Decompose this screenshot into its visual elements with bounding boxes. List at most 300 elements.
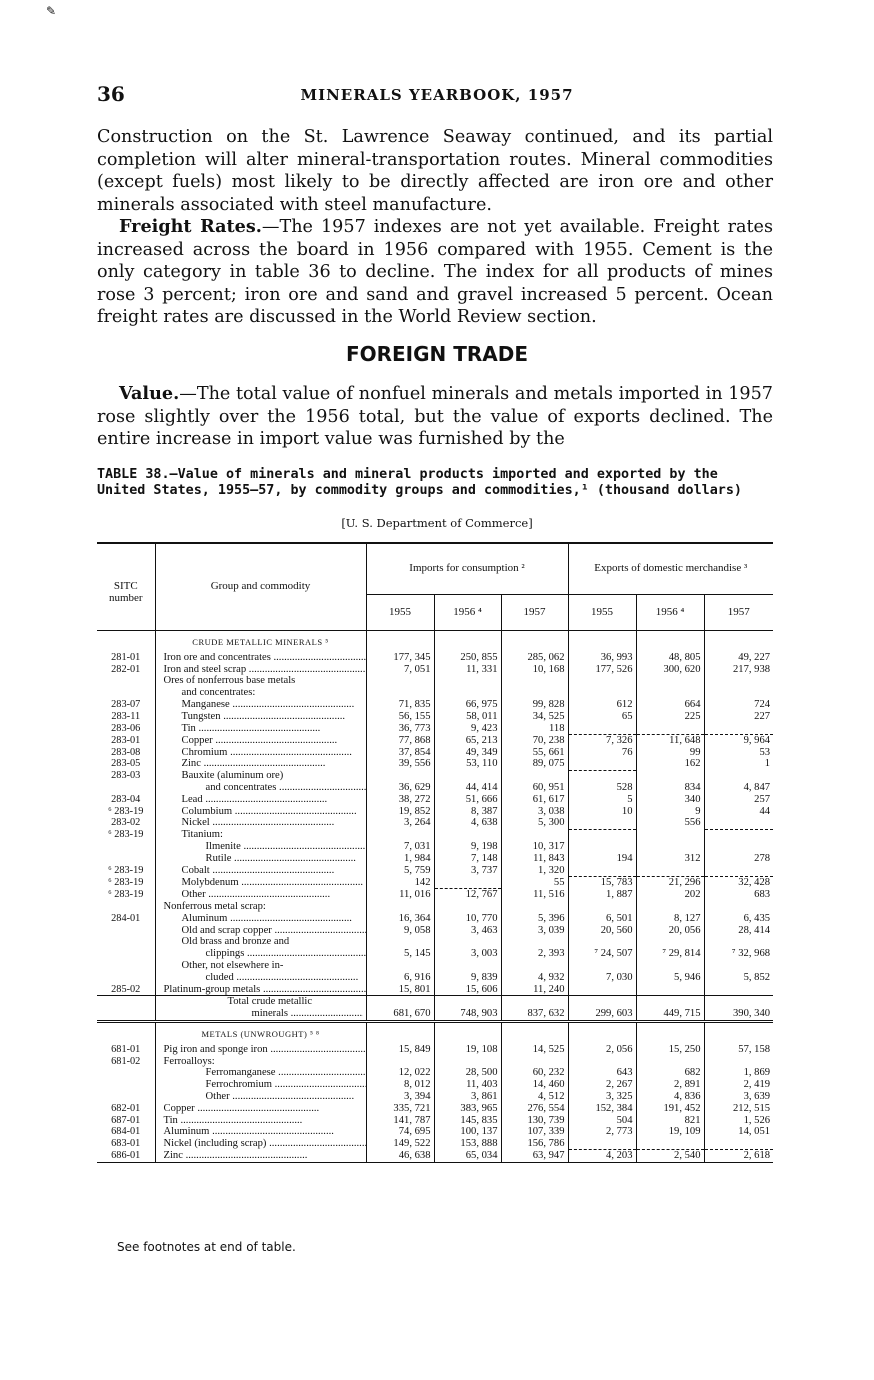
sitc-cell: 283-06 bbox=[111, 722, 141, 734]
commodity-cell: Tin bbox=[163, 1114, 178, 1126]
total-value: 748, 903 bbox=[434, 996, 501, 1022]
value-cell: 48, 805 bbox=[636, 652, 704, 664]
running-head: MINERALS YEARBOOK, 1957 bbox=[300, 86, 574, 104]
value-cell: 15, 606 bbox=[434, 984, 501, 996]
sitc-cell: 285-02 bbox=[111, 983, 141, 995]
table-row bbox=[97, 841, 773, 853]
value-cell: 4, 512 bbox=[501, 1091, 568, 1103]
value-cell bbox=[568, 1056, 636, 1068]
sitc-cell: ⁶ 283-19 bbox=[108, 876, 144, 888]
sitc-cell: 283-07 bbox=[111, 698, 141, 710]
value-cell: 2, 419 bbox=[704, 1079, 773, 1091]
sitc-cell bbox=[97, 1067, 155, 1079]
sitc-cell bbox=[97, 948, 155, 960]
value-cell: 5 bbox=[568, 794, 636, 806]
value-cell bbox=[704, 1056, 773, 1068]
value-cell bbox=[501, 675, 568, 687]
sitc-cell bbox=[97, 853, 155, 865]
value-paragraph bbox=[97, 383, 773, 451]
commodity-cell: clippings bbox=[205, 948, 245, 960]
value-cell bbox=[704, 936, 773, 948]
value-cell: 4, 836 bbox=[636, 1091, 704, 1103]
value-cell: 10, 770 bbox=[434, 913, 501, 925]
value-cell: 8, 127 bbox=[636, 913, 704, 925]
table-row bbox=[97, 794, 773, 806]
freight-paragraph bbox=[97, 216, 773, 329]
commodity-cell: Iron and steel scrap bbox=[163, 663, 247, 675]
value-cell bbox=[434, 829, 501, 841]
value-cell: 724 bbox=[704, 699, 773, 711]
value-lead: Value. bbox=[119, 383, 180, 404]
commodity-cell: Iron ore and concentrates bbox=[163, 651, 271, 663]
value-cell: 19, 108 bbox=[434, 1044, 501, 1056]
value-cell: 683 bbox=[704, 889, 773, 901]
value-cell bbox=[568, 758, 636, 770]
table-row bbox=[97, 711, 773, 723]
commodity-cell: Ilmenite bbox=[205, 841, 241, 853]
value-cell bbox=[501, 770, 568, 782]
value-cell: 3, 264 bbox=[366, 817, 434, 829]
commodity-cell: Zinc bbox=[181, 758, 201, 770]
value-cell bbox=[434, 675, 501, 687]
value-cell: 107, 339 bbox=[501, 1126, 568, 1138]
pencil-mark: ✎ bbox=[46, 4, 57, 18]
value-cell: 11, 648 bbox=[636, 734, 704, 746]
value-cell: 383, 965 bbox=[434, 1103, 501, 1115]
value-cell: 57, 158 bbox=[704, 1044, 773, 1056]
value-cell bbox=[568, 817, 636, 829]
value-cell: 49, 349 bbox=[434, 747, 501, 759]
value-cell: 11, 403 bbox=[434, 1079, 501, 1091]
commodity-cell: Ores of nonferrous base metals bbox=[163, 675, 296, 687]
total-value: 449, 715 bbox=[636, 996, 704, 1022]
value-cell: 217, 938 bbox=[704, 664, 773, 676]
commodity-cell: Old brass and bronze and bbox=[181, 936, 290, 948]
value-cell: 65 bbox=[568, 711, 636, 723]
year-header: 1957 bbox=[704, 595, 773, 631]
value-cell bbox=[501, 960, 568, 972]
value-cell: 5, 852 bbox=[704, 972, 773, 984]
total-value: 837, 632 bbox=[501, 996, 568, 1022]
value-cell bbox=[704, 960, 773, 972]
table-row bbox=[97, 865, 773, 877]
commodity-cell: Cobalt bbox=[181, 864, 210, 876]
sitc-cell bbox=[97, 936, 155, 948]
value-cell bbox=[636, 829, 704, 841]
value-cell bbox=[568, 687, 636, 699]
value-cell bbox=[501, 901, 568, 913]
value-cell bbox=[366, 960, 434, 972]
value-cell: 15, 783 bbox=[568, 876, 636, 888]
value-cell: 312 bbox=[636, 853, 704, 865]
table-row bbox=[97, 972, 773, 984]
value-cell: 63, 947 bbox=[501, 1150, 568, 1163]
sitc-cell: 283-04 bbox=[111, 793, 141, 805]
value-cell: 152, 384 bbox=[568, 1103, 636, 1115]
commodity-cell: Copper bbox=[181, 734, 213, 746]
value-cell: 177, 526 bbox=[568, 664, 636, 676]
table-row bbox=[97, 1103, 773, 1115]
value-cell: 60, 232 bbox=[501, 1067, 568, 1079]
value-cell: 3, 463 bbox=[434, 925, 501, 937]
value-cell bbox=[636, 960, 704, 972]
year-header: 1955 bbox=[568, 595, 636, 631]
value-cell: 664 bbox=[636, 699, 704, 711]
value-cell: 682 bbox=[636, 1067, 704, 1079]
value-cell: ⁷ 29, 814 bbox=[636, 948, 704, 960]
commodity-cell: Other, not elsewhere in- bbox=[181, 960, 284, 972]
value-cell: 89, 075 bbox=[501, 758, 568, 770]
commodity-cell: Molybdenum bbox=[181, 876, 239, 888]
value-cell: 3, 737 bbox=[434, 865, 501, 877]
value-cell: 11, 016 bbox=[366, 889, 434, 901]
value-cell: 11, 331 bbox=[434, 664, 501, 676]
value-cell: 7, 326 bbox=[568, 734, 636, 746]
table-row bbox=[97, 984, 773, 996]
value-cell: 100, 137 bbox=[434, 1126, 501, 1138]
commodity-cell: Other bbox=[181, 889, 206, 901]
table-row bbox=[97, 913, 773, 925]
value-cell: 2, 773 bbox=[568, 1126, 636, 1138]
sitc-cell: 283-08 bbox=[111, 746, 141, 758]
value-cell: 65, 213 bbox=[434, 734, 501, 746]
sitc-cell: 283-01 bbox=[111, 734, 141, 746]
value-cell: ⁷ 24, 507 bbox=[568, 948, 636, 960]
sitc-cell: 684-01 bbox=[111, 1126, 141, 1138]
value-cell bbox=[434, 936, 501, 948]
value-cell: 177, 345 bbox=[366, 652, 434, 664]
value-cell: 4, 932 bbox=[501, 972, 568, 984]
value-cell: 10 bbox=[568, 806, 636, 818]
value-cell: 130, 739 bbox=[501, 1115, 568, 1127]
value-cell: 61, 617 bbox=[501, 794, 568, 806]
value-cell: 141, 787 bbox=[366, 1115, 434, 1127]
value-cell: 74, 695 bbox=[366, 1126, 434, 1138]
value-cell: 3, 639 bbox=[704, 1091, 773, 1103]
table-row bbox=[97, 925, 773, 937]
table-row bbox=[97, 664, 773, 676]
value-cell: 7, 051 bbox=[366, 664, 434, 676]
total-row bbox=[97, 996, 773, 1022]
total-value: 681, 670 bbox=[366, 996, 434, 1022]
year-header: 1955 bbox=[366, 595, 434, 631]
table-row bbox=[97, 723, 773, 735]
intro-paragraph: Construction on the St. Lawrence Seaway continued, and its partial completion will alter mineral-transportation routes. Mineral commodities (except fuels) most likely to be directly affected are iron ore and other minerals associated with steel manufacture. bbox=[97, 127, 773, 215]
value-cell: 15, 801 bbox=[366, 984, 434, 996]
group-title: CRUDE METALLIC MINERALS ⁵ bbox=[155, 631, 366, 652]
value-cell: 6, 916 bbox=[366, 972, 434, 984]
value-cell: 14, 525 bbox=[501, 1044, 568, 1056]
value-cell bbox=[704, 723, 773, 735]
table-row bbox=[97, 936, 773, 948]
table-row bbox=[97, 1056, 773, 1068]
trade-table bbox=[97, 542, 773, 1163]
table-row bbox=[97, 853, 773, 865]
year-header: 1956 ⁴ bbox=[434, 595, 501, 631]
value-cell: 20, 560 bbox=[568, 925, 636, 937]
value-cell: 194 bbox=[568, 853, 636, 865]
value-cell: 202 bbox=[636, 889, 704, 901]
value-cell: 28, 414 bbox=[704, 925, 773, 937]
table-row bbox=[97, 687, 773, 699]
value-cell: 5, 396 bbox=[501, 913, 568, 925]
value-cell: 32, 428 bbox=[704, 876, 773, 888]
sitc-cell: 284-01 bbox=[111, 912, 141, 924]
commodity-cell: Nickel bbox=[181, 817, 210, 829]
value-cell bbox=[636, 723, 704, 735]
value-cell bbox=[568, 841, 636, 853]
value-cell bbox=[434, 901, 501, 913]
value-cell: 9, 964 bbox=[704, 734, 773, 746]
section-heading: FOREIGN TRADE bbox=[345, 342, 529, 366]
value-cell: 1, 526 bbox=[704, 1115, 773, 1127]
value-cell: 821 bbox=[636, 1115, 704, 1127]
sitc-cell bbox=[97, 960, 155, 972]
value-cell: 1, 869 bbox=[704, 1067, 773, 1079]
page-number: 36 bbox=[97, 82, 125, 106]
value-cell: 612 bbox=[568, 699, 636, 711]
table-source: [U. S. Department of Commerce] bbox=[341, 516, 533, 530]
value-cell bbox=[434, 960, 501, 972]
total-label-cont: minerals bbox=[251, 1008, 288, 1020]
value-cell bbox=[366, 675, 434, 687]
commodity-cell: Zinc bbox=[163, 1150, 183, 1162]
table-row bbox=[97, 1138, 773, 1150]
value-cell: 8, 387 bbox=[434, 806, 501, 818]
value-cell: 11, 843 bbox=[501, 853, 568, 865]
value-cell bbox=[568, 829, 636, 841]
value-cell: 5, 145 bbox=[366, 948, 434, 960]
value-cell: 7, 148 bbox=[434, 853, 501, 865]
value-cell: 11, 516 bbox=[501, 889, 568, 901]
commodity-cell: Nonferrous metal scrap: bbox=[163, 901, 266, 913]
value-cell: 118 bbox=[501, 723, 568, 735]
table-row bbox=[97, 829, 773, 841]
value-cell: 53, 110 bbox=[434, 758, 501, 770]
value-cell bbox=[568, 770, 636, 782]
value-cell: 12, 767 bbox=[434, 889, 501, 901]
value-cell bbox=[568, 984, 636, 996]
commodity-header: Group and commodity bbox=[155, 543, 366, 631]
exports-header: Exports of domestic merchandise ³ bbox=[568, 543, 773, 595]
commodity-cell: Chromium bbox=[181, 746, 228, 758]
table-row bbox=[97, 1067, 773, 1079]
sitc-cell: 686-01 bbox=[97, 1150, 155, 1163]
value-cell bbox=[366, 901, 434, 913]
value-cell: 11, 240 bbox=[501, 984, 568, 996]
table-row bbox=[97, 889, 773, 901]
commodity-cell: Ferrochromium bbox=[205, 1079, 272, 1091]
value-cell: 15, 849 bbox=[366, 1044, 434, 1056]
value-cell: 3, 003 bbox=[434, 948, 501, 960]
value-cell: 39, 556 bbox=[366, 758, 434, 770]
value-cell: 10, 317 bbox=[501, 841, 568, 853]
value-cell bbox=[434, 687, 501, 699]
sitc-cell bbox=[97, 972, 155, 984]
value-cell bbox=[636, 984, 704, 996]
value-cell bbox=[501, 936, 568, 948]
value-cell: 2, 618 bbox=[704, 1150, 773, 1163]
value-cell bbox=[636, 901, 704, 913]
table-row bbox=[97, 1044, 773, 1056]
value-cell: 278 bbox=[704, 853, 773, 865]
commodity-cell: Aluminum bbox=[163, 1126, 210, 1138]
sitc-cell bbox=[97, 841, 155, 853]
value-cell bbox=[568, 901, 636, 913]
commodity-cell: Manganese bbox=[181, 698, 230, 710]
value-cell: 2, 056 bbox=[568, 1044, 636, 1056]
value-cell: 191, 452 bbox=[636, 1103, 704, 1115]
value-cell: 44 bbox=[704, 806, 773, 818]
commodity-cell: Tin bbox=[181, 722, 196, 734]
sitc-cell: 283-02 bbox=[111, 817, 141, 829]
table-row bbox=[97, 948, 773, 960]
value-cell bbox=[704, 687, 773, 699]
sitc-cell bbox=[97, 687, 155, 699]
value-cell: 156, 786 bbox=[501, 1138, 568, 1150]
commodity-cell: Pig iron and sponge iron bbox=[163, 1043, 268, 1055]
value-cell: 66, 975 bbox=[434, 699, 501, 711]
commodity-cell: Rutile bbox=[205, 852, 232, 864]
value-cell: 3, 325 bbox=[568, 1091, 636, 1103]
value-cell bbox=[704, 865, 773, 877]
value-cell: 285, 062 bbox=[501, 652, 568, 664]
freight-text: —The 1957 indexes are not yet available. Freight rates increased across the board in 1956 compared with 1955. Cement is the only category in table 36 to decline. The index for all products of mines rose 3 percent; iron ore and sand and gravel increased 5 percent. Ocean freight rates are discussed in the World Review section. bbox=[97, 217, 773, 328]
value-cell bbox=[636, 936, 704, 948]
sitc-cell: ⁶ 283-19 bbox=[108, 829, 144, 841]
value-cell: 556 bbox=[636, 817, 704, 829]
value-cell: ⁷ 32, 968 bbox=[704, 948, 773, 960]
commodity-cell: Nickel (including scrap) bbox=[163, 1138, 267, 1150]
value-cell bbox=[366, 687, 434, 699]
total-value: 299, 603 bbox=[568, 996, 636, 1022]
value-cell: 19, 109 bbox=[636, 1126, 704, 1138]
value-cell: 528 bbox=[568, 782, 636, 794]
value-cell: 36, 993 bbox=[568, 652, 636, 664]
table-row bbox=[97, 1126, 773, 1138]
value-cell bbox=[568, 723, 636, 735]
value-cell: 36, 773 bbox=[366, 723, 434, 735]
value-cell bbox=[704, 829, 773, 841]
value-cell: 34, 525 bbox=[501, 711, 568, 723]
value-cell bbox=[568, 1138, 636, 1150]
value-cell: 55, 661 bbox=[501, 747, 568, 759]
value-cell bbox=[636, 687, 704, 699]
value-cell bbox=[636, 841, 704, 853]
commodity-cell: Platinum-group metals bbox=[163, 983, 261, 995]
value-cell: 14, 051 bbox=[704, 1126, 773, 1138]
value-cell: 36, 629 bbox=[366, 782, 434, 794]
value-cell bbox=[568, 936, 636, 948]
value-cell bbox=[568, 675, 636, 687]
commodity-cell: Ferroalloys: bbox=[163, 1055, 215, 1067]
table-row bbox=[97, 1150, 773, 1163]
value-cell: 9 bbox=[636, 806, 704, 818]
commodity-cell: Ferromanganese bbox=[205, 1067, 276, 1079]
value-cell bbox=[568, 960, 636, 972]
table-row bbox=[97, 1115, 773, 1127]
value-cell: 60, 951 bbox=[501, 782, 568, 794]
value-cell: 28, 500 bbox=[434, 1067, 501, 1079]
value-cell: 58, 011 bbox=[434, 711, 501, 723]
commodity-cell: Titanium: bbox=[181, 829, 223, 841]
value-cell bbox=[704, 770, 773, 782]
sitc-cell: 281-01 bbox=[111, 651, 141, 663]
commodity-cell: Other bbox=[205, 1090, 230, 1102]
table-row bbox=[97, 817, 773, 829]
value-cell: 5, 300 bbox=[501, 817, 568, 829]
value-cell bbox=[434, 1056, 501, 1068]
commodity-cell: Tungsten bbox=[181, 710, 221, 722]
value-cell: 8, 012 bbox=[366, 1079, 434, 1091]
table-row bbox=[97, 901, 773, 913]
value-cell: 142 bbox=[366, 876, 434, 888]
table-row bbox=[97, 758, 773, 770]
value-cell bbox=[704, 1138, 773, 1150]
value-cell: 2, 267 bbox=[568, 1079, 636, 1091]
commodity-cell: Bauxite (aluminum ore) bbox=[181, 770, 284, 782]
commodity-cell: Copper bbox=[163, 1102, 195, 1114]
value-cell: 335, 721 bbox=[366, 1103, 434, 1115]
value-cell bbox=[636, 865, 704, 877]
table-row bbox=[97, 699, 773, 711]
sitc-cell: 683-01 bbox=[111, 1138, 141, 1150]
value-cell: 212, 515 bbox=[704, 1103, 773, 1115]
value-cell: 5, 946 bbox=[636, 972, 704, 984]
value-cell: 9, 058 bbox=[366, 925, 434, 937]
sitc-cell: ⁶ 283-19 bbox=[108, 889, 144, 901]
value-cell: 9, 839 bbox=[434, 972, 501, 984]
value-cell: 20, 056 bbox=[636, 925, 704, 937]
value-cell: 14, 460 bbox=[501, 1079, 568, 1091]
value-cell: 10, 168 bbox=[501, 664, 568, 676]
value-cell: 4, 847 bbox=[704, 782, 773, 794]
value-cell: 643 bbox=[568, 1067, 636, 1079]
value-cell bbox=[704, 841, 773, 853]
value-cell: 225 bbox=[636, 711, 704, 723]
value-cell: 250, 855 bbox=[434, 652, 501, 664]
table-row bbox=[97, 652, 773, 664]
value-cell: 504 bbox=[568, 1115, 636, 1127]
sitc-cell: 687-01 bbox=[111, 1114, 141, 1126]
commodity-cell: and concentrates: bbox=[181, 687, 256, 699]
sitc-header: SITC number bbox=[97, 543, 155, 631]
commodity-cell: Aluminum bbox=[181, 912, 228, 924]
group-title: METALS (UNWROUGHT) ⁵ ⁸ bbox=[155, 1022, 366, 1044]
value-cell: 55 bbox=[501, 876, 568, 888]
footnote-reference: See footnotes at end of table. bbox=[117, 1240, 296, 1254]
value-cell: 21, 296 bbox=[636, 876, 704, 888]
value-cell: 2, 540 bbox=[636, 1150, 704, 1163]
value-cell: 149, 522 bbox=[366, 1138, 434, 1150]
value-cell: 37, 854 bbox=[366, 747, 434, 759]
value-cell: 4, 203 bbox=[568, 1150, 636, 1163]
value-cell: 53 bbox=[704, 747, 773, 759]
value-cell: 3, 394 bbox=[366, 1091, 434, 1103]
table-row bbox=[97, 747, 773, 759]
value-cell: 1, 320 bbox=[501, 865, 568, 877]
value-cell bbox=[704, 675, 773, 687]
value-cell: 3, 861 bbox=[434, 1091, 501, 1103]
sitc-cell bbox=[97, 901, 155, 913]
value-cell: 9, 198 bbox=[434, 841, 501, 853]
value-cell: 1 bbox=[704, 758, 773, 770]
sitc-cell bbox=[97, 782, 155, 794]
value-cell: 15, 250 bbox=[636, 1044, 704, 1056]
value-cell: 56, 155 bbox=[366, 711, 434, 723]
value-cell bbox=[568, 865, 636, 877]
sitc-cell bbox=[97, 1091, 155, 1103]
